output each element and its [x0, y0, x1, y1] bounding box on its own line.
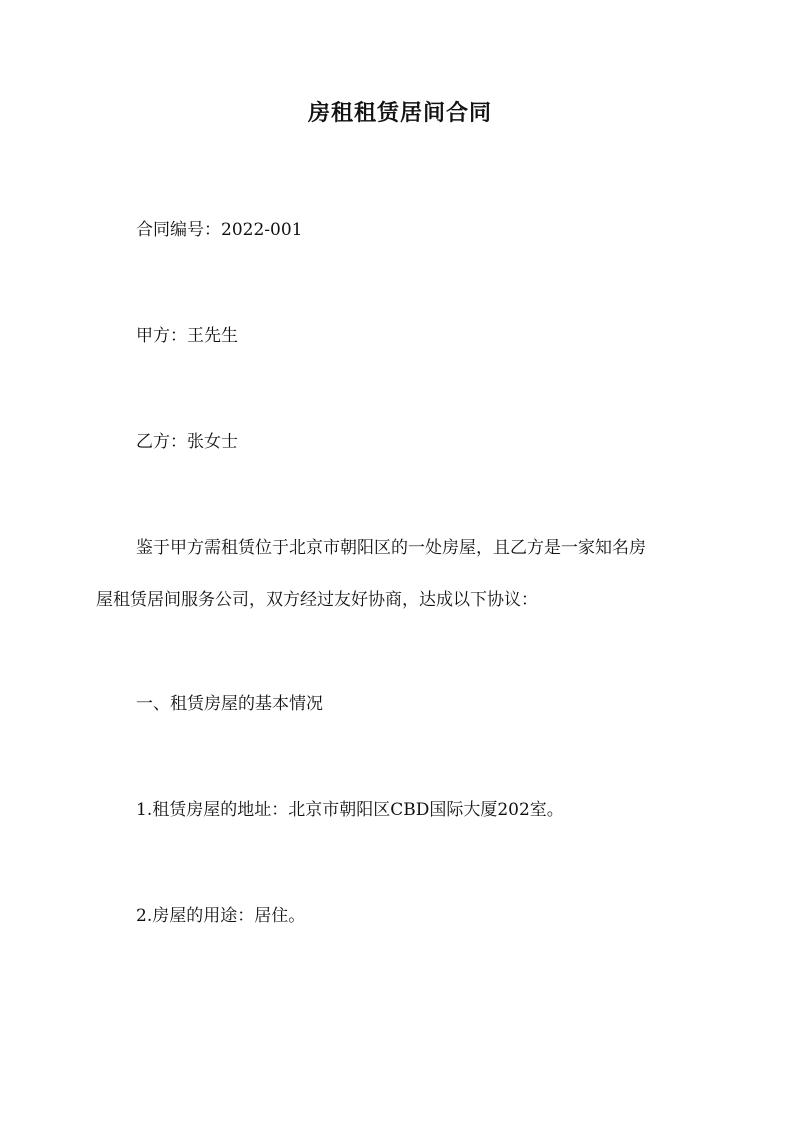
item-2: 2.房屋的用途：居住。	[136, 906, 306, 926]
party-a: 甲方：王先生	[136, 326, 238, 346]
document-title: 房租租赁居间合同	[307, 100, 492, 126]
section-1-heading: 一、租赁房屋的基本情况	[136, 694, 323, 714]
item-1: 1.租赁房屋的地址：北京市朝阳区CBD国际大厦202室。	[136, 800, 564, 820]
contract-number: 合同编号：2022-001	[136, 220, 303, 240]
preamble-line-2: 屋租赁居间服务公司，双方经过友好协商，达成以下协议：	[96, 590, 538, 610]
preamble-line-1: 鉴于甲方需租赁位于北京市朝阳区的一处房屋，且乙方是一家知名房	[136, 538, 646, 558]
party-b: 乙方：张女士	[136, 432, 238, 452]
